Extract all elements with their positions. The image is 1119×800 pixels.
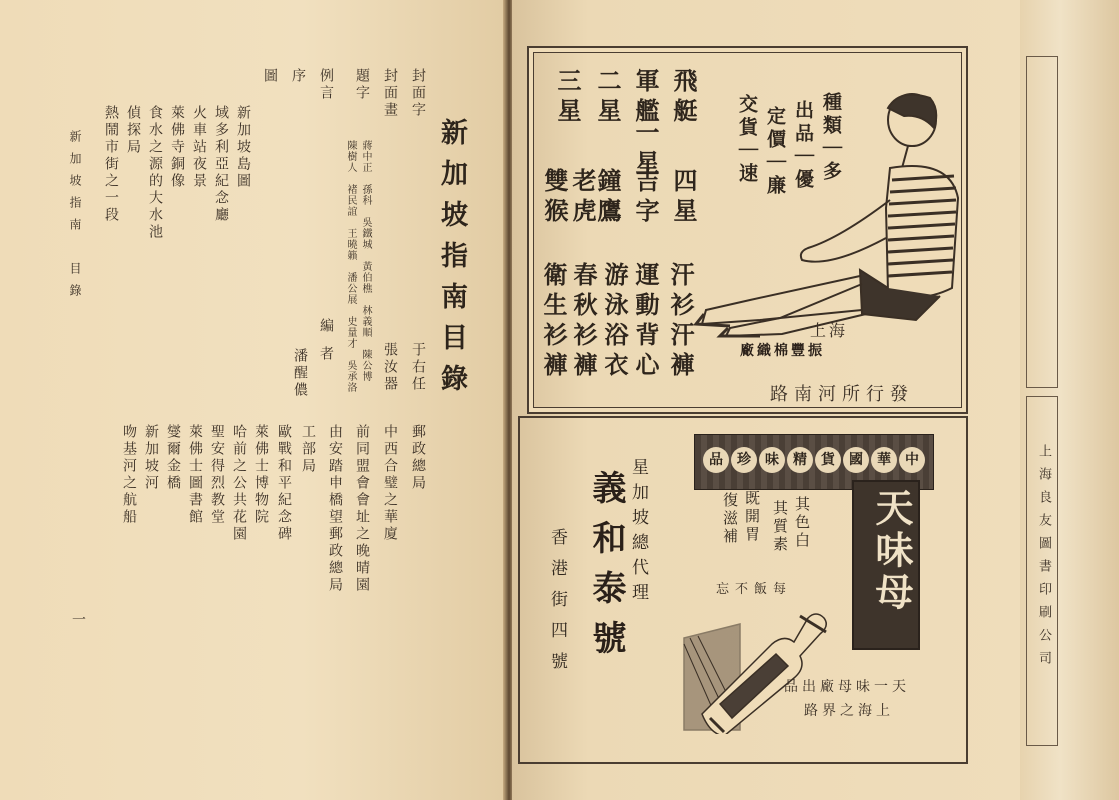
figure-item: 食水之源的大水池: [147, 105, 163, 241]
brand-item: 雙猴: [540, 168, 569, 228]
shop-address: 發行所河南路: [770, 384, 914, 405]
banner-char: 中: [899, 447, 925, 473]
brand-item: 老虎: [568, 168, 597, 228]
slogan-item: 交貨｜速: [736, 94, 758, 186]
banner-char: 國: [843, 447, 869, 473]
brand-item: 三星: [553, 68, 582, 128]
toc-label-cover-calligraphy: 封面字: [410, 68, 426, 119]
toc-name-foreword: 潘醒儂: [292, 348, 308, 399]
figure-item: 火車站夜景: [191, 105, 207, 190]
product-item: 衛生衫褲: [539, 262, 568, 382]
brand-item: 吉字: [631, 168, 660, 228]
page-number: 一: [70, 612, 86, 629]
brand-panel: [852, 480, 920, 650]
toc-label-preface-notes: 例言: [318, 68, 334, 102]
city-label: 上海: [810, 321, 849, 340]
frame-upper: [1026, 56, 1058, 388]
brand-item: 一星: [631, 120, 660, 180]
banner-char: 華: [871, 447, 897, 473]
figure-item: 聖安得烈教堂: [209, 424, 225, 526]
toc-label-foreword: 序: [290, 68, 306, 85]
figure-item: 新加坡河: [143, 424, 159, 492]
brand-item: 飛艇: [669, 68, 698, 128]
tagline: 其色白: [793, 496, 811, 550]
figure-item: 萊佛士圖書館: [187, 424, 203, 526]
maker: 天一味母廠出品: [784, 679, 910, 695]
product-item: 游泳浴衣: [600, 262, 629, 382]
tagline: 復滋補: [721, 492, 739, 546]
figure-item: 燮爾金橋: [165, 424, 181, 492]
brand-item: 鐘鷹: [593, 168, 622, 228]
toc-name-editor: 編者: [318, 318, 334, 374]
banner-char: 味: [759, 447, 785, 473]
banner-char: 品: [703, 447, 729, 473]
figure-item: 哈前之公共花園: [231, 424, 247, 543]
product-item: 春秋衫褲: [569, 262, 598, 382]
slogan-item: 定價｜廉: [764, 106, 786, 198]
figure-item: 中西合璧之華廈: [382, 424, 398, 543]
figure-item: 由安踏申橋望郵政總局: [327, 424, 343, 594]
toc-name-cover-art: 張汝器: [382, 342, 398, 393]
maker-address: 上海之界路: [804, 703, 894, 719]
athlete-illustration: [690, 88, 960, 338]
toc-names-inscriptions-a: 蔣中正 孫科 吳鐵城 黃伯樵 林義順 陳公博: [360, 140, 371, 382]
running-header: 新加坡指南 目錄: [68, 130, 82, 306]
agent-name: 義和泰號: [586, 470, 626, 670]
toc-label-cover-art: 封面畫: [382, 68, 398, 119]
brand-name: 天味母: [869, 488, 914, 614]
brand-item: 二星: [593, 68, 622, 128]
figure-item: 吻基河之航船: [121, 424, 137, 526]
tagline: 既開胃: [743, 490, 761, 544]
left-page: [0, 0, 505, 800]
product-item: 汗衫汗褲: [666, 262, 695, 382]
figure-item: 萊佛寺銅像: [169, 105, 185, 190]
product-item: 運動背心: [631, 262, 660, 382]
toc-name-cover-calligraphy: 于右任: [410, 342, 426, 393]
banner-char: 精: [787, 447, 813, 473]
agent-city: 星加坡總代理: [628, 458, 648, 608]
brand-item: 四星: [669, 168, 698, 228]
brand-item: 軍艦: [631, 68, 660, 128]
toc-label-figures: 圖: [262, 68, 278, 85]
publisher-name: 上海良友圖書印刷公司: [1036, 444, 1051, 674]
shop-name: 振豐棉織廠: [740, 343, 825, 359]
banner-char: 貨: [815, 447, 841, 473]
slogan-item: 出品｜優: [792, 100, 814, 192]
figure-item: 熱鬧市街之一段: [103, 105, 119, 224]
figure-item: 偵探局: [125, 105, 141, 156]
figure-item: 域多利亞紀念廳: [213, 105, 229, 224]
figure-item: 工部局: [300, 424, 316, 475]
agent-address: 香港街四號: [547, 528, 567, 683]
figure-item: 歐戰和平紀念碑: [276, 424, 292, 543]
slogan-item: 種類｜多: [820, 92, 842, 184]
figure-item: 郵政總局: [410, 424, 426, 492]
banner-char: 珍: [731, 447, 757, 473]
tagline: 其質素: [771, 500, 789, 554]
motto: 每飯不忘: [716, 582, 793, 597]
toc-title: 新加坡指南目錄: [436, 118, 467, 405]
figure-item: 新加坡島圖: [235, 105, 251, 190]
toc-names-inscriptions-b: 陳樹人 褚民誼 王曉籟 潘公展 史量才 吳承洛: [345, 140, 356, 393]
toc-label-inscriptions: 題字: [354, 68, 370, 102]
figure-item: 萊佛士博物院: [253, 424, 269, 526]
figure-item: 前同盟會會址之晚晴園: [354, 424, 370, 594]
